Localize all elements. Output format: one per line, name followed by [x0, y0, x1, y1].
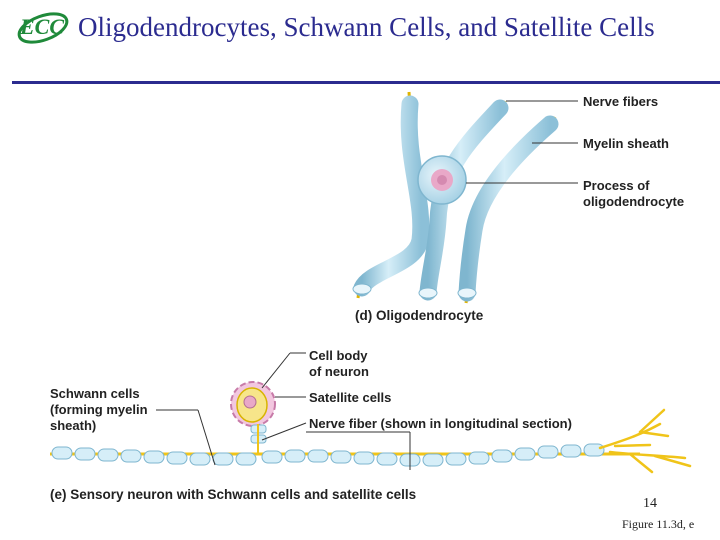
label-cell-body: Cell body of neuron: [309, 348, 369, 379]
slide-title: Oligodendrocytes, Schwann Cells, and Satellite Cells: [78, 12, 655, 42]
page-number: 14: [643, 496, 657, 511]
caption-panel-e: (e) Sensory neuron with Schwann cells and satellite cells: [50, 487, 417, 502]
caption-panel-d: (d) Oligodendrocyte: [355, 308, 484, 323]
college-logo: [14, 6, 72, 46]
oligodendrocyte-illustration: [353, 92, 555, 303]
label-satellite-cells: Satellite cells: [309, 390, 392, 405]
label-process-of-oligodendrocyte: Process of oligodendrocyte: [583, 178, 685, 209]
label-nerve-fiber: Nerve fiber (shown in longitudinal section): [309, 416, 572, 431]
label-myelin-sheath: Myelin sheath: [583, 136, 669, 151]
figure-reference: Figure 11.3d, e: [622, 517, 695, 531]
neuroglia-figure: [0, 84, 720, 540]
label-nerve-fibers: Nerve fibers: [583, 94, 659, 109]
svg-text:ECC: ECC: [20, 14, 65, 39]
label-schwann-cells: Schwann cells (forming myelin sheath): [50, 386, 148, 433]
